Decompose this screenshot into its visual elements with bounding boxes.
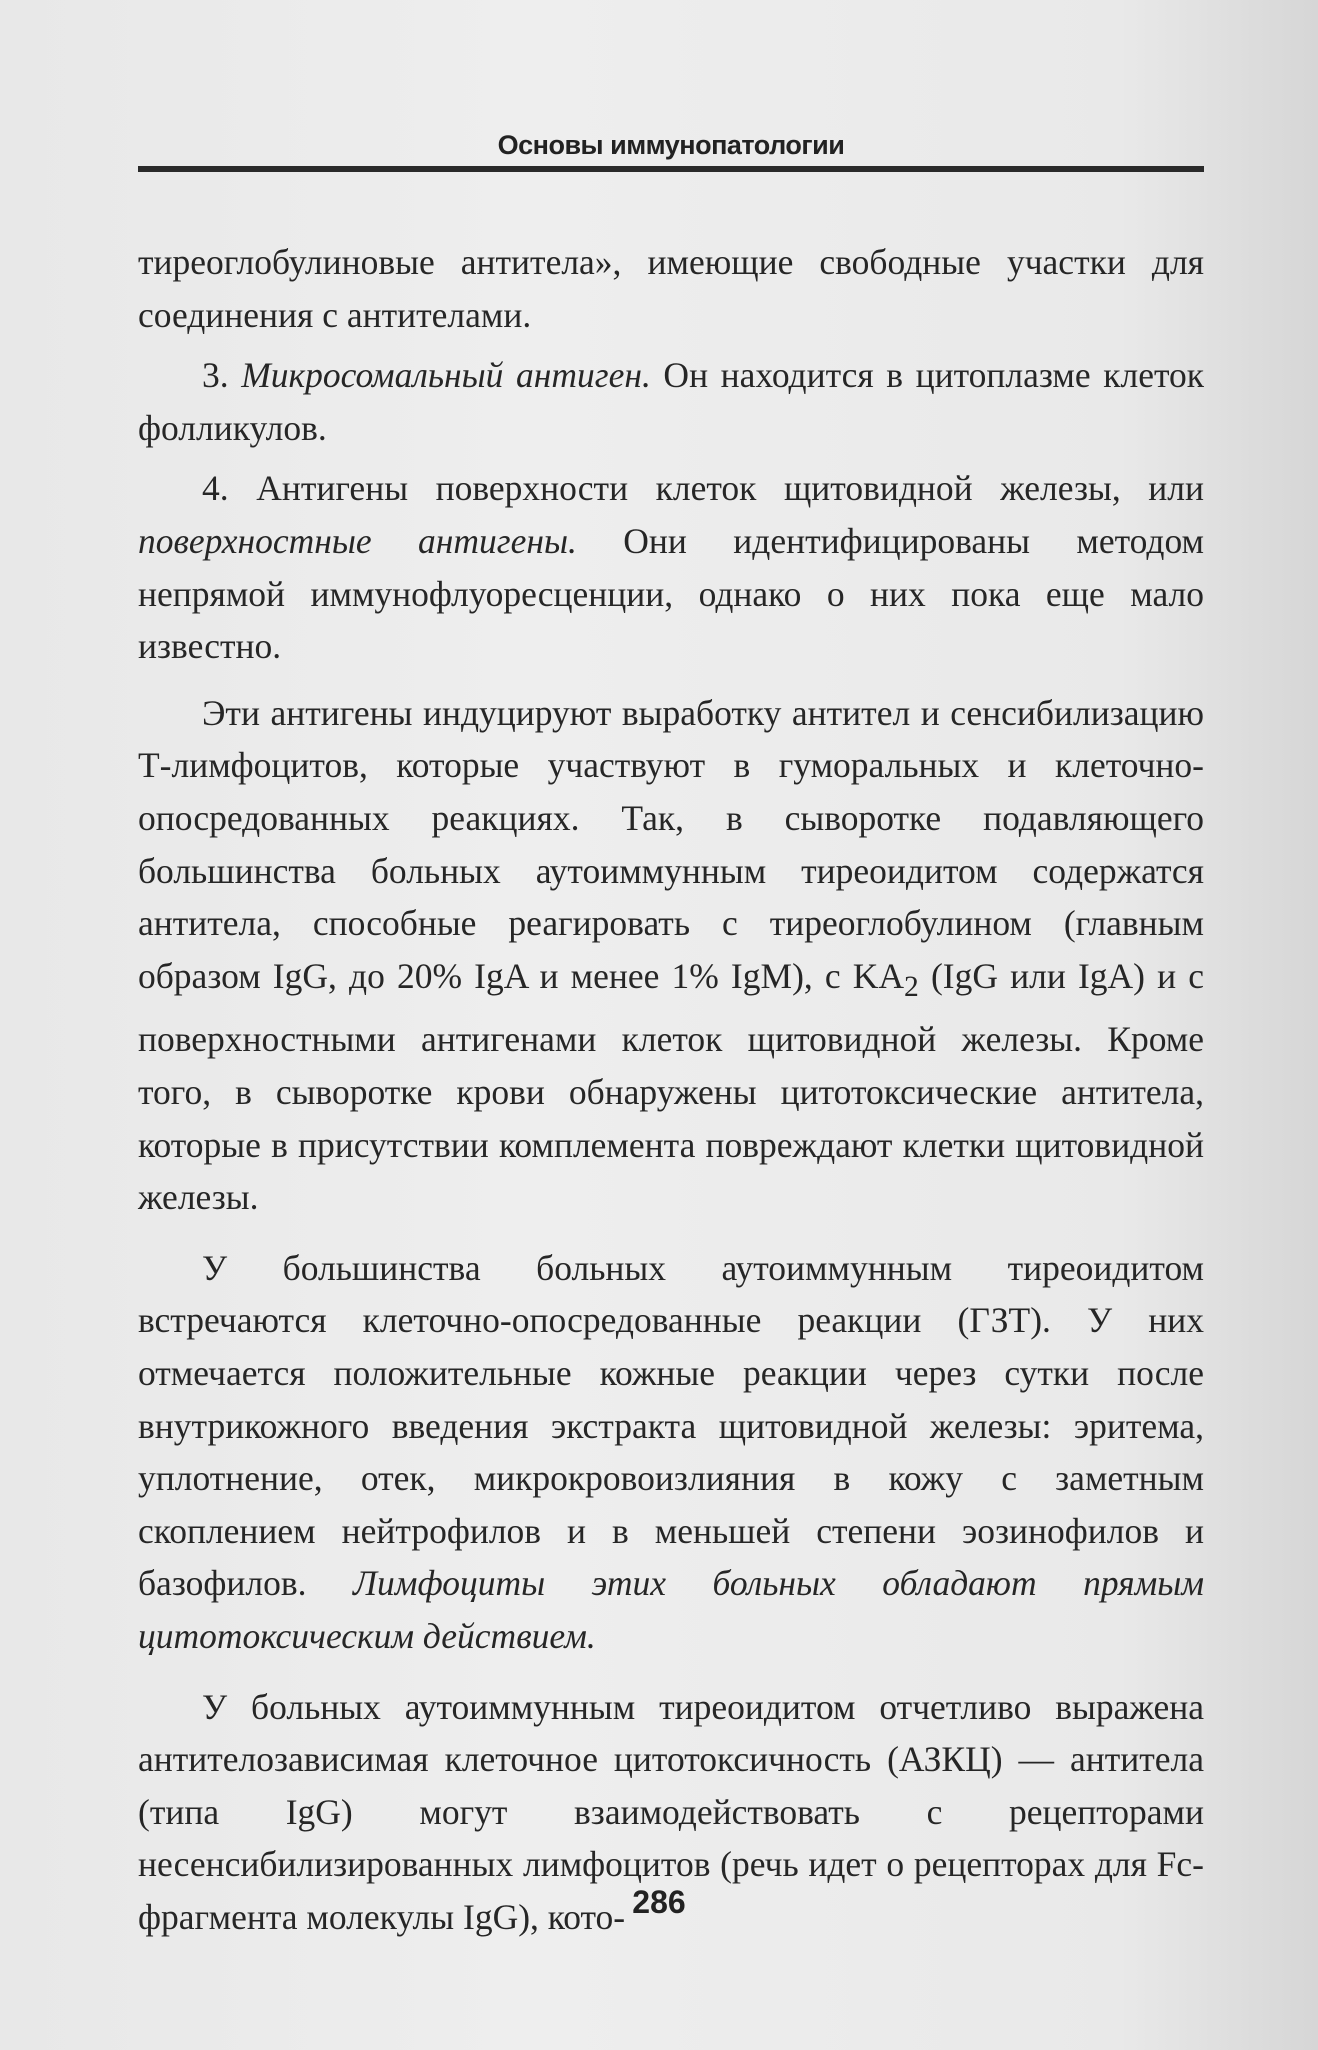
running-head: Основы иммунопатологии <box>497 130 845 160</box>
header-rule <box>138 166 1204 172</box>
paragraph-5: У большинства больных аутоиммунным тиреоидитом встречаются клеточно-опосредованные реакции (ГЗТ). У них отмечается положительные кожные реакции через сутки после внутрикожного введения экстракта щитовидной железы: эритема, уплотнение, отек, микрокровоизлияния в кожу с заметным скоплением нейтрофилов и в меньшей степени эозинофилов и базофилов. Лимфоциты этих больных обладают прямым цитотоксическим действием. <box>138 1247 1204 1656</box>
page-number: 286 <box>632 1884 686 1920</box>
term-surface-antigens: поверхностные антигены. <box>138 520 577 561</box>
paragraph-6: У больных аутоиммунным тиреоидитом отчетливо выражена антителозависимая клеточное цитотоксичность (АЗКЦ) — антитела (типа IgG) могут взаимодействовать с рецепторами несенсибилизированных лимфоцитов (речь идет о рецепторах для Fc-фрагмента молекулы IgG), кото- <box>138 1686 1204 1937</box>
subscript-2: 2 <box>904 970 919 1003</box>
body-text <box>138 236 1204 1944</box>
term-microsomal-antigen: Микросомальный антиген. <box>241 355 651 396</box>
paragraph-2: 3. Микросомальный антиген. Он находится в цитоплазме клеток фолликулов. <box>138 355 1204 448</box>
emphasis-lymphocytes: Лимфоциты этих больных обладают прямым цитотоксическим действием. <box>138 1563 1204 1656</box>
paragraph-3: 4. Антигены поверхности клеток щитовидной железы, или поверхностные антигены. Они идентифицированы методом непрямой иммунофлуоресценции, однако о них пока еще мало известно. <box>138 468 1205 667</box>
paragraph-4: Эти антигены индуцируют выработку антител и сенсибилизацию Т-лимфоцитов, которые участвуют в гуморальных и клеточно-опосредованных реакциях. Так, в сыворотке подавляющего большинства больных аутоиммунным тиреоидитом содержатся антитела, способные реагировать с тиреоглобулином (главным образом IgG, до 20% IgA и менее 1% IgM), с $KA_2$ (IgG или IgA) и с поверхностными антигенами клеток щитовидной железы. Кроме того, в сыворотке крови обнаружены цитотоксические антитела, которые в присутствии комплемента повреждают клетки щитовидной железы. <box>138 692 1204 1218</box>
paragraph-1: тиреоглобулиновые антитела», имеющие свободные участки для соединения с антителами. <box>138 242 1204 335</box>
